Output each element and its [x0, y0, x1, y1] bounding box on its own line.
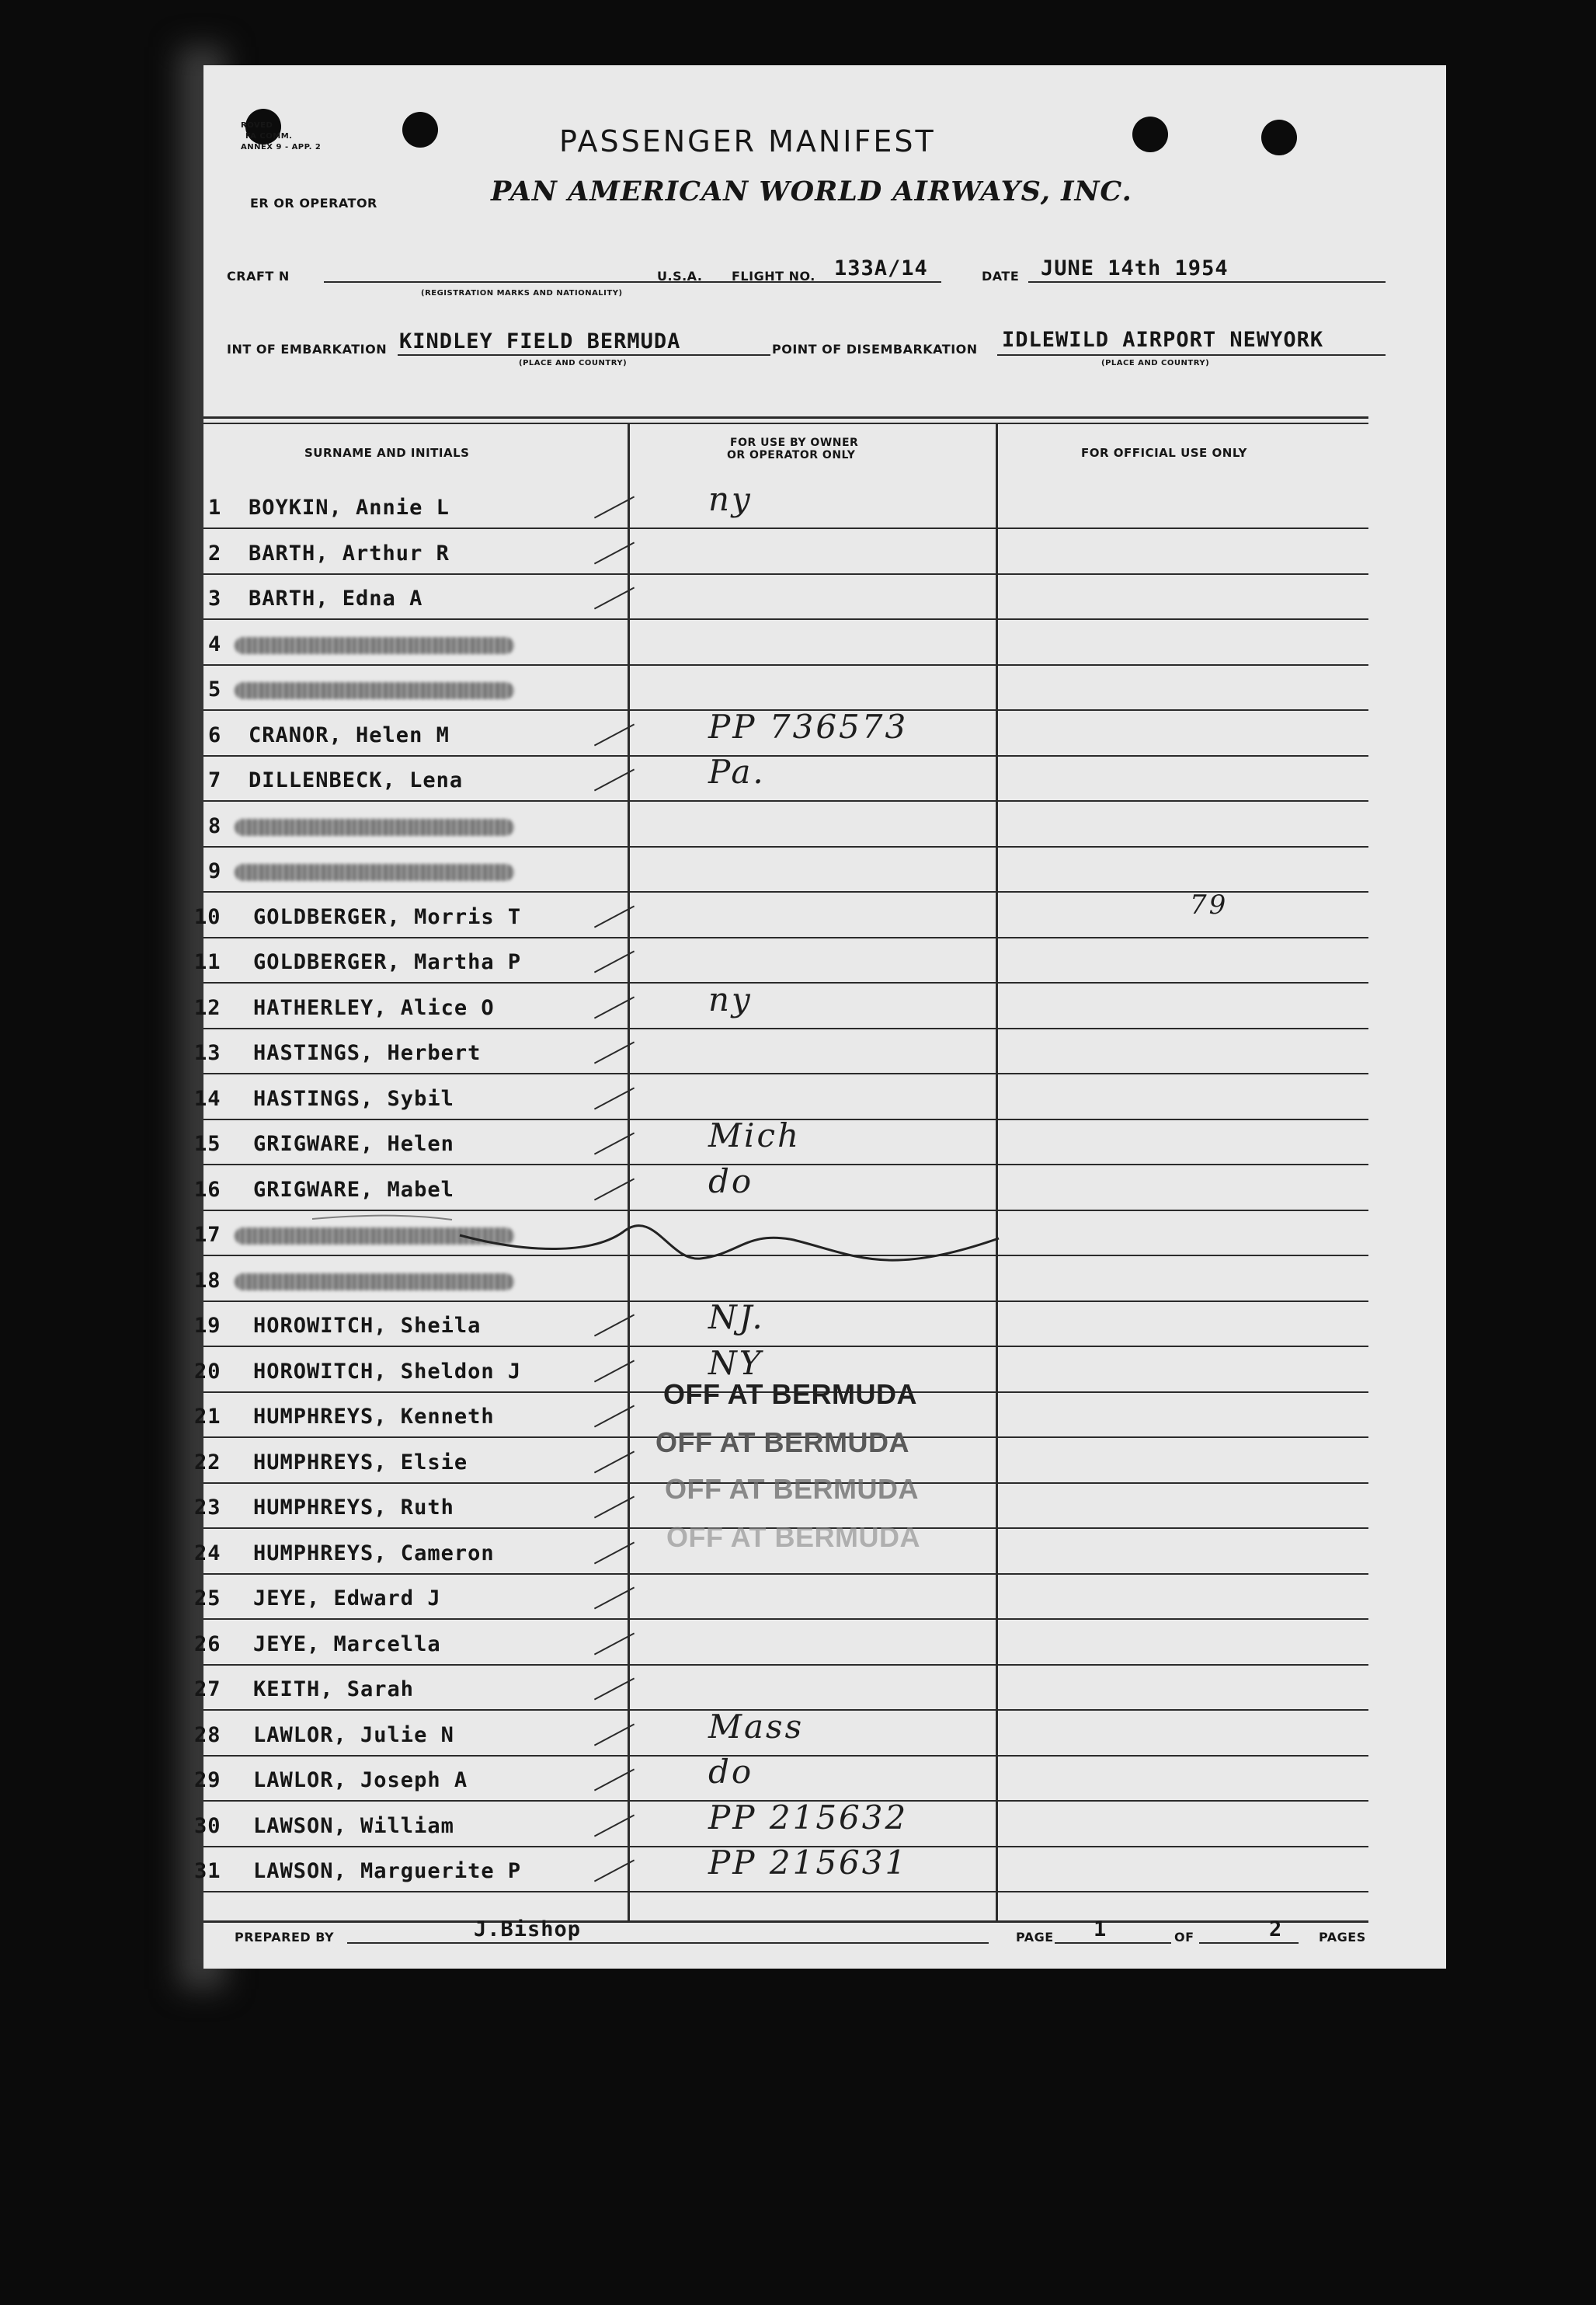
usa-label: U.S.A.: [657, 269, 703, 284]
passenger-name: HATHERLEY, Alice O: [253, 996, 495, 1020]
aircraft-sub: (REGISTRATION MARKS AND NATIONALITY): [421, 289, 623, 298]
owner-note: PP 215631: [708, 1844, 909, 1882]
embarkation-value: KINDLEY FIELD BERMUDA: [399, 329, 681, 353]
passenger-name: BOYKIN, Annie L: [249, 496, 450, 520]
owner-note: ny: [708, 980, 753, 1018]
owner-operator-label: ER OR OPERATOR: [250, 196, 377, 211]
row-number: 20: [194, 1360, 221, 1384]
owner-note: Mich: [708, 1116, 801, 1154]
owner-note: do: [708, 1753, 754, 1791]
page-title: PASSENGER MANIFEST: [559, 124, 936, 158]
passenger-name: BARTH, Edna A: [249, 587, 423, 611]
disembark-place-sub: (PLACE AND COUNTRY): [1101, 359, 1210, 367]
embark-place-sub: (PLACE AND COUNTRY): [519, 359, 628, 367]
row-number: 13: [194, 1041, 221, 1065]
of-label: OF: [1174, 1930, 1194, 1945]
official-mark: 79: [1190, 890, 1229, 921]
passenger-name: HUMPHREYS, Elsie: [253, 1450, 468, 1475]
owner-note: Mass: [708, 1708, 805, 1746]
passenger-name: DILLENBECK, Lena: [249, 768, 464, 792]
row-number: 28: [194, 1723, 221, 1747]
row-number: 17: [194, 1223, 221, 1247]
passenger-name: HASTINGS, Herbert: [253, 1041, 482, 1065]
passenger-name: BARTH, Arthur R: [249, 541, 450, 566]
row-number: 31: [194, 1859, 221, 1883]
passenger-name: LAWSON, Marguerite P: [253, 1859, 522, 1883]
owner-note: NJ.: [708, 1298, 765, 1336]
owner-note: NY: [708, 1344, 763, 1382]
row-number: 12: [194, 996, 221, 1020]
row-number: 27: [194, 1677, 221, 1701]
row-number: 1: [208, 496, 222, 520]
date-label: DATE: [982, 269, 1020, 284]
carrier-name: PAN AMERICAN WORLD AIRWAYS, INC.: [491, 176, 1132, 207]
owner-note: Pa.: [708, 753, 766, 791]
row-number: 22: [194, 1450, 221, 1475]
passenger-name: CRANOR, Helen M: [249, 723, 450, 747]
passenger-name: LAWLOR, Joseph A: [253, 1768, 468, 1792]
prepared-by-value: J.Bishop: [474, 1917, 582, 1941]
flight-label: FLIGHT NO.: [732, 269, 815, 284]
passenger-name: HASTINGS, Sybil: [253, 1087, 454, 1111]
page-total-underline: [1199, 1942, 1299, 1944]
row-number: 2: [208, 541, 222, 566]
flight-date: JUNE 14th 1954: [1041, 256, 1229, 280]
disembarkation-label: POINT OF DISEMBARKATION: [772, 342, 978, 357]
passenger-name: LAWLOR, Julie N: [253, 1723, 454, 1747]
column-header-official: FOR OFFICIAL USE ONLY: [1081, 446, 1247, 460]
column-header-owner-2: OR OPERATOR ONLY: [727, 449, 856, 461]
row-number: 23: [194, 1495, 221, 1520]
page-underline: [1055, 1942, 1171, 1944]
row-number: 3: [208, 587, 222, 611]
owner-note: do: [708, 1162, 754, 1200]
owner-note: PP 215632: [708, 1798, 909, 1837]
passenger-name: GRIGWARE, Helen: [253, 1132, 454, 1156]
handwritten-strike-squiggle: [203, 65, 1446, 1969]
row-number: 6: [208, 723, 222, 747]
passenger-name: KEITH, Sarah: [253, 1677, 415, 1701]
row-number: 8: [208, 814, 222, 838]
owner-note: PP 736573: [708, 708, 909, 746]
row-number: 9: [208, 859, 222, 883]
page-number: 1: [1094, 1917, 1107, 1941]
column-header-owner-1: FOR USE BY OWNER: [730, 437, 859, 449]
table-bottom-rule: [203, 1920, 1368, 1923]
passenger-name: HUMPHREYS, Ruth: [253, 1495, 454, 1520]
row-number: 5: [208, 677, 222, 702]
passenger-name: HUMPHREYS, Kenneth: [253, 1405, 495, 1429]
pages-label: PAGES: [1319, 1930, 1366, 1945]
disembarkation-value: IDLEWILD AIRPORT NEWYORK: [1002, 328, 1324, 352]
aircraft-label: CRAFT N: [227, 269, 290, 284]
row-number: 29: [194, 1768, 221, 1792]
prepared-by-underline: [347, 1942, 989, 1944]
embarkation-label: INT OF EMBARKATION: [227, 342, 388, 357]
stamp-off-at-bermuda-4: OFF AT BERMUDA: [666, 1521, 920, 1553]
row-number: 7: [208, 768, 222, 792]
passenger-name: JEYE, Edward J: [253, 1586, 441, 1610]
page-total: 2: [1269, 1917, 1283, 1941]
row-number: 26: [194, 1632, 221, 1656]
column-header-surname: SURNAME AND INITIALS: [304, 446, 470, 460]
passenger-name: LAWSON, William: [253, 1814, 454, 1838]
prepared-by-label: PREPARED BY: [235, 1930, 335, 1945]
row-number: 15: [194, 1132, 221, 1156]
stamp-off-at-bermuda-2: OFF AT BERMUDA: [655, 1426, 909, 1458]
manifest-sheet: [194, 65, 1446, 1969]
stamp-off-at-bermuda-3: OFF AT BERMUDA: [665, 1473, 919, 1505]
row-number: 18: [194, 1269, 221, 1293]
approval-stub-3: ANNEX 9 - APP. 2: [241, 143, 322, 151]
approval-stub-1: ROVED: [241, 121, 273, 130]
flight-number: 133A/14: [834, 256, 928, 280]
row-number: 30: [194, 1814, 221, 1838]
passenger-name: GOLDBERGER, Morris T: [253, 905, 522, 929]
passenger-name: JEYE, Marcella: [253, 1632, 441, 1656]
row-number: 21: [194, 1405, 221, 1429]
passenger-name: HOROWITCH, Sheldon J: [253, 1360, 522, 1384]
row-number: 10: [194, 905, 221, 929]
row-number: 4: [208, 632, 222, 656]
row-number: 11: [194, 950, 221, 974]
owner-note: ny: [708, 480, 753, 518]
passenger-name: HOROWITCH, Sheila: [253, 1314, 482, 1338]
row-number: 24: [194, 1541, 221, 1565]
approval-stub-2: FA COMM.: [245, 132, 293, 141]
stamp-off-at-bermuda-1: OFF AT BERMUDA: [663, 1378, 917, 1410]
page-label: PAGE: [1016, 1930, 1054, 1945]
passenger-name: GRIGWARE, Mabel: [253, 1178, 454, 1202]
passenger-name: GOLDBERGER, Martha P: [253, 950, 522, 974]
row-number: 16: [194, 1178, 221, 1202]
row-number: 25: [194, 1586, 221, 1610]
passenger-name: HUMPHREYS, Cameron: [253, 1541, 495, 1565]
row-number: 14: [194, 1087, 221, 1111]
row-number: 19: [194, 1314, 221, 1338]
